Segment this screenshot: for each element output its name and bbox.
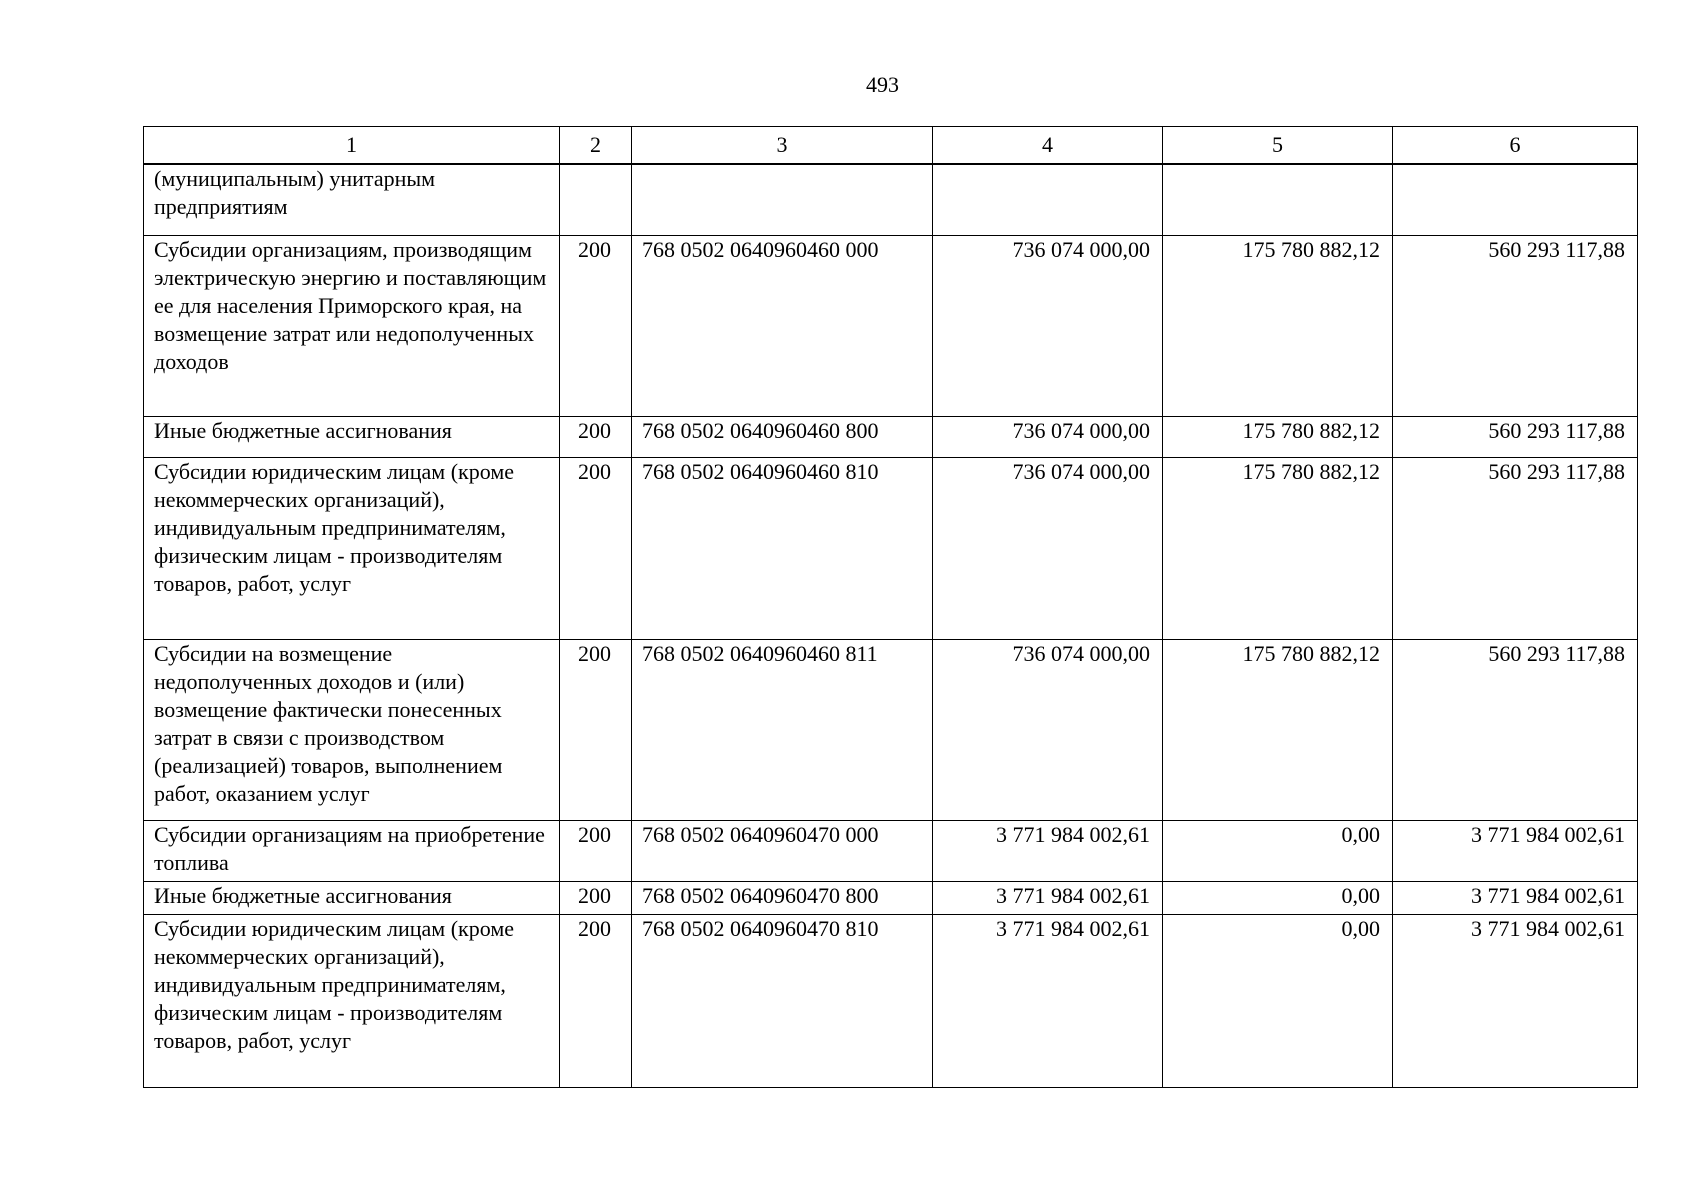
row-kbk: 768 0502 0640960470 800: [632, 882, 933, 915]
row-executed: 175 780 882,12: [1163, 236, 1393, 417]
row-name: Субсидии юридическим лицам (кроме некоммерческих организаций), индивидуальным предпринимателям, физическим лицам - производителям товаров, работ, услуг: [144, 458, 560, 640]
row-remainder: 3 771 984 002,61: [1393, 882, 1638, 915]
row-plan: 736 074 000,00: [933, 458, 1163, 640]
row-name: (муниципальным) унитарным предприятиям: [144, 164, 560, 236]
row-remainder: 3 771 984 002,61: [1393, 915, 1638, 1088]
row-name: Субсидии на возмещение недополученных доходов и (или) возмещение фактически понесенных затрат в связи с производством (реализацией) товаров, выполнением работ, оказанием услуг: [144, 640, 560, 821]
budget-table: [143, 126, 1638, 1088]
row-kbk: 768 0502 0640960460 810: [632, 458, 933, 640]
row-kbk: 768 0502 0640960470 000: [632, 821, 933, 882]
table-header: [144, 127, 1638, 165]
table-row: [144, 236, 1638, 417]
row-code: 200: [560, 417, 632, 458]
table-body: [144, 164, 1638, 1088]
row-kbk: 768 0502 0640960470 810: [632, 915, 933, 1088]
row-plan: [933, 164, 1163, 236]
row-plan: 3 771 984 002,61: [933, 915, 1163, 1088]
row-kbk: [632, 164, 933, 236]
row-remainder: 560 293 117,88: [1393, 640, 1638, 821]
row-code: 200: [560, 882, 632, 915]
row-executed: 0,00: [1163, 915, 1393, 1088]
row-remainder: 3 771 984 002,61: [1393, 821, 1638, 882]
row-name: Субсидии юридическим лицам (кроме некоммерческих организаций), индивидуальным предпринимателям, физическим лицам - производителям товаров, работ, услуг: [144, 915, 560, 1088]
table-row: [144, 164, 1638, 236]
row-remainder: 560 293 117,88: [1393, 236, 1638, 417]
row-code: 200: [560, 915, 632, 1088]
row-executed: [1163, 164, 1393, 236]
column-header-4: 4: [933, 127, 1163, 165]
row-name: Субсидии организациям на приобретение топлива: [144, 821, 560, 882]
row-executed: 0,00: [1163, 882, 1393, 915]
row-name: Субсидии организациям, производящим электрическую энергию и поставляющим ее для населения Приморского края, на возмещение затрат или недополученных доходов: [144, 236, 560, 417]
row-remainder: 560 293 117,88: [1393, 458, 1638, 640]
column-header-6: 6: [1393, 127, 1638, 165]
row-remainder: 560 293 117,88: [1393, 417, 1638, 458]
row-kbk: 768 0502 0640960460 800: [632, 417, 933, 458]
row-name: Иные бюджетные ассигнования: [144, 417, 560, 458]
row-plan: 736 074 000,00: [933, 236, 1163, 417]
row-code: 200: [560, 640, 632, 821]
column-header-1: 1: [144, 127, 560, 165]
row-plan: 3 771 984 002,61: [933, 821, 1163, 882]
row-executed: 175 780 882,12: [1163, 417, 1393, 458]
row-code: 200: [560, 236, 632, 417]
row-executed: 0,00: [1163, 821, 1393, 882]
table-row: [144, 915, 1638, 1088]
row-plan: 3 771 984 002,61: [933, 882, 1163, 915]
row-code: 200: [560, 458, 632, 640]
row-executed: 175 780 882,12: [1163, 640, 1393, 821]
table-row: [144, 640, 1638, 821]
column-header-3: 3: [632, 127, 933, 165]
row-plan: 736 074 000,00: [933, 417, 1163, 458]
table-row: [144, 821, 1638, 882]
column-header-2: 2: [560, 127, 632, 165]
table-row: [144, 458, 1638, 640]
page-number: 493: [866, 72, 899, 97]
header-row: [144, 127, 1638, 165]
row-kbk: 768 0502 0640960460 811: [632, 640, 933, 821]
row-plan: 736 074 000,00: [933, 640, 1163, 821]
row-name: Иные бюджетные ассигнования: [144, 882, 560, 915]
column-header-5: 5: [1163, 127, 1393, 165]
row-executed: 175 780 882,12: [1163, 458, 1393, 640]
row-code: 200: [560, 821, 632, 882]
table-row: [144, 417, 1638, 458]
table-row: [144, 882, 1638, 915]
row-code: [560, 164, 632, 236]
row-remainder: [1393, 164, 1638, 236]
row-kbk: 768 0502 0640960460 000: [632, 236, 933, 417]
